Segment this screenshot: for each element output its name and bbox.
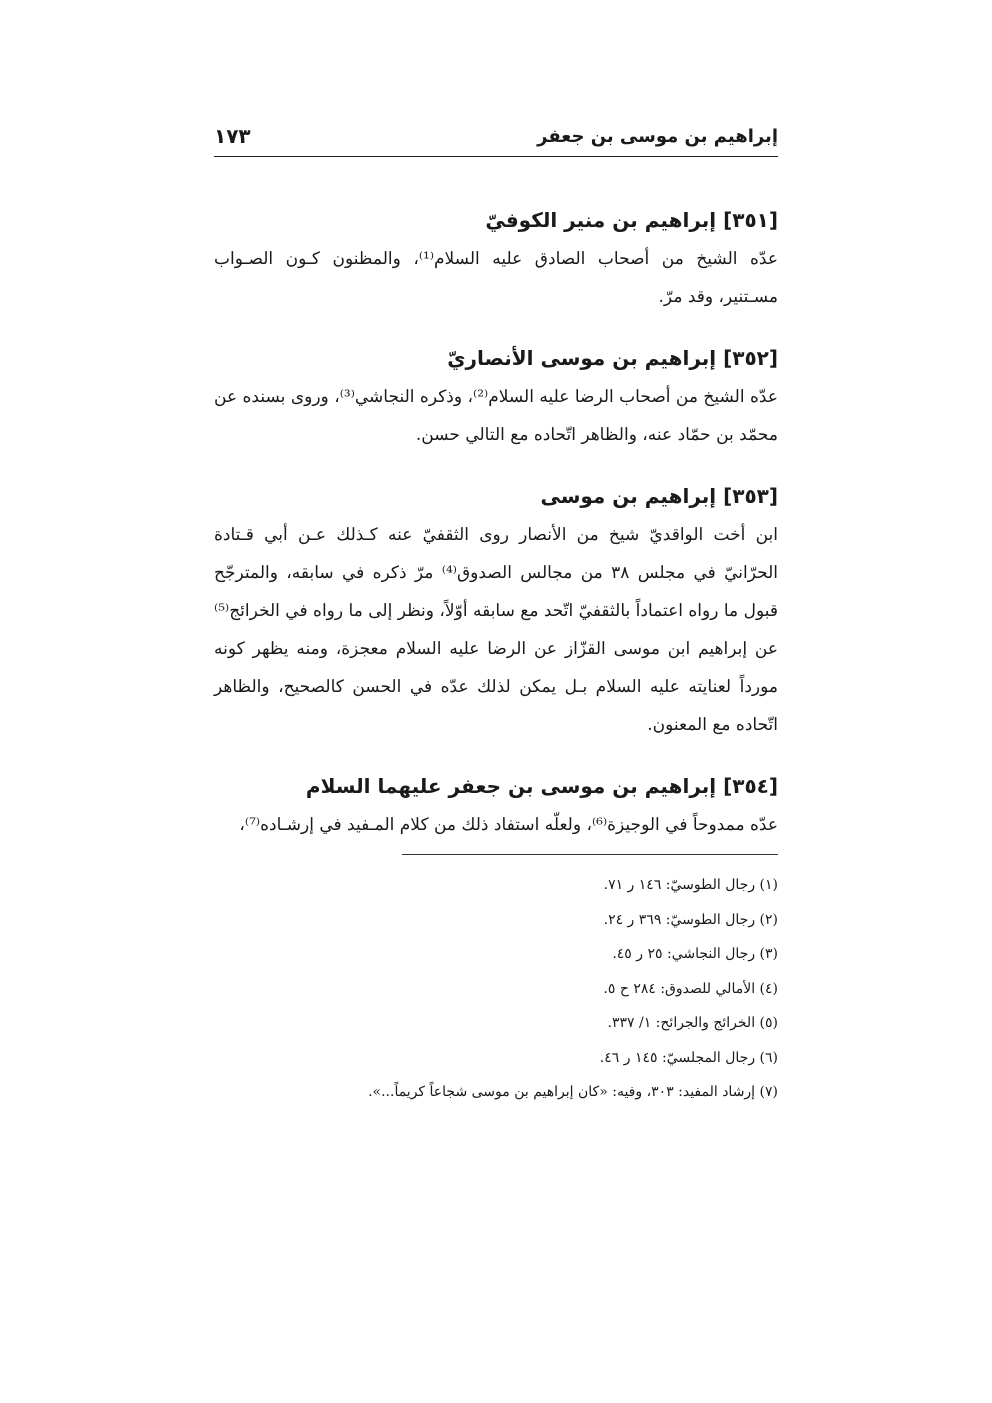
entry-354 <box>214 766 778 844</box>
entry-351 <box>214 200 778 316</box>
entry-heading: [٣٥٣] إبراهيم بن موسى <box>540 484 778 508</box>
entry-heading: [٣٥٤] إبراهيم بن موسى بن جعفر عليهما السلام <box>305 774 778 798</box>
main-text <box>214 200 778 866</box>
footnote: (٧) إرشاد المفيد: ٣٠٣، وفيه: «كان إبراهيم بن موسى شجاعاً كريماً...». <box>368 1084 778 1100</box>
page-header <box>214 120 778 157</box>
entry-text: ابن أخت الواقديّ شيخ من الأنصار روى الثقفيّ عنه كـذلك عـن أبي قـتادة الحرّانيّ في مجلس ٣٨ من مجالس الصدوق⁽⁴⁾ مرّ ذكره في سابقه، والمترجّح قبول ما رواه اعتماداً بالثقفيّ اتّحد مع سابقه أوّلاً، ونظر إلى ما رواه في الخرائج⁽⁵⁾ عن إبراهيم ابن موسى القزّاز عن الرضا عليه السلام معجزة، ومنه يظهر كونه مورداً لعنايته عليه السلام بـل يمكن لذلك عدّه في الحسن كالصحيح، والظاهر اتّحاده مع المعنون. <box>214 525 779 735</box>
footnote: (٥) الخرائج والجرائح: ١/ ٣٣٧. <box>607 1015 778 1031</box>
footnote: (٣) رجال النجاشي: ٢٥ ر ٤٥. <box>612 946 778 962</box>
entry-352 <box>214 338 778 454</box>
entry-text: عدّه الشيخ من أصحاب الرضا عليه السلام⁽²⁾، وذكره النجاشي⁽³⁾، وروى بسنده عن محمّد بن حمّاد عنه، والظاهر اتّحاده مع التالي حسن. <box>214 387 779 445</box>
entry-text: عدّه ممدوحاً في الوجيزة⁽⁶⁾، ولعلّه استفاد ذلك من كلام المـفيد في إرشـاده⁽⁷⁾، <box>239 815 778 835</box>
entry-heading: [٣٥٢] إبراهيم بن موسى الأنصاريّ <box>447 346 778 370</box>
footnote: (٤) الأمالي للصدوق: ٢٨٤ ح ٥. <box>603 980 778 997</box>
entry-353 <box>214 476 778 744</box>
footnote: (١) رجال الطوسيّ: ١٤٦ ر ٧١. <box>603 877 778 893</box>
footnote: (٦) رجال المجلسيّ: ١٤٥ ر ٤٦. <box>599 1049 778 1066</box>
footnote-divider <box>402 854 778 855</box>
entry-text: عدّه الشيخ من أصحاب الصادق عليه السلام⁽¹⁾، والمظنون كـون الصـواب مسـتنير، وقد مرّ. <box>214 249 778 307</box>
footnote: (٢) رجال الطوسيّ: ٣٦٩ ر ٢٤. <box>603 911 778 928</box>
footnotes <box>214 868 778 1110</box>
entry-heading: [٣٥١] إبراهيم بن منير الكوفيّ <box>485 208 778 232</box>
page-number: ١٧٣ <box>214 124 251 148</box>
running-title: إبراهيم بن موسى بن جعفر <box>537 126 778 147</box>
